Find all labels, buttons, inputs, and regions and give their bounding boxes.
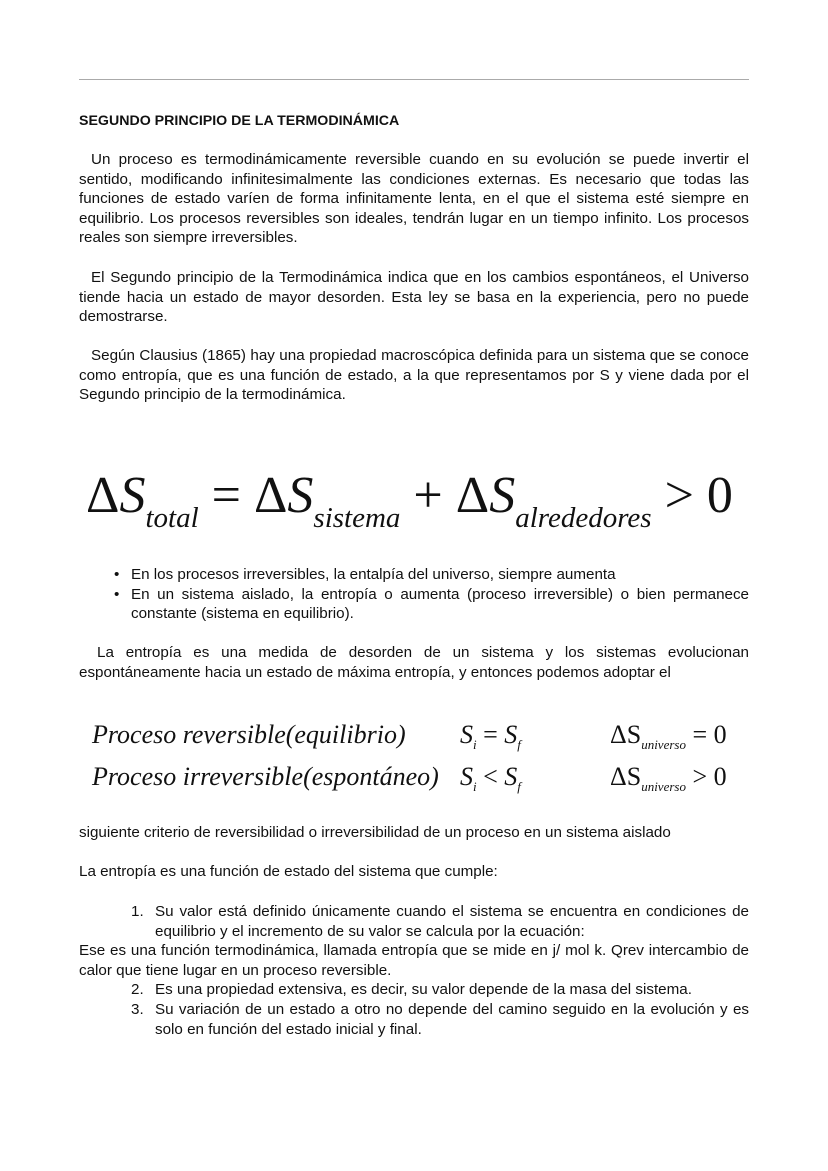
paragraph-entropy-units: Ese es una función termodinámica, llamada entropía que se mide en j/ mol k. Qrev intercambio de calor que tiene lugar en un proceso reversible.: [79, 942, 749, 979]
top-divider: [79, 79, 749, 80]
section-heading: SEGUNDO PRINCIPIO DE LA TERMODINÁMICA: [79, 113, 400, 129]
list-item: • En los procesos irreversibles, la entalpía del universo, siempre aumenta: [79, 565, 749, 585]
paragraph-criterion: siguiente criterio de reversibilidad o irreversibilidad de un proceso en un sistema aislado: [79, 824, 671, 841]
list-item: • En un sistema aislado, la entropía o aumenta (proceso irreversible) o bien permanece constante (sistema en equilibrio).: [79, 585, 749, 624]
list-item: 2. Es una propiedad extensiva, es decir, su valor depende de la masa del sistema.: [131, 981, 692, 999]
paragraph-state-function: La entropía es una función de estado del sistema que cumple:: [79, 863, 498, 880]
bullet-list: [79, 565, 749, 624]
paragraph-entropy-disorder: La entropía es una medida de desorden de un sistema y los sistemas evolucionan espontáneamente hacia un estado de máxima entropía, y entonces podemos adoptar el: [79, 644, 749, 681]
paragraph-second-principle: El Segundo principio de la Termodinámica indica que en los cambios espontáneos, el Universo tiende hacia un estado de mayor desorden. Esta ley se basa en la experiencia, pero no puede demostrarse.: [79, 269, 749, 326]
numbered-list: [79, 902, 749, 1039]
entropy-equation: $\Delta S_{total} = \Delta S_{sistema} + \Delta S_{alrededores} > 0$: [86, 467, 733, 534]
list-item: 1. Su valor está definido únicamente cuando el sistema se encuentra en condiciones de equilibrio y el incremento de su valor se calcula por la ecuación:: [131, 903, 749, 940]
paragraph-reversible: Un proceso es termodinámicamente reversible cuando en su evolución se puede invertir el sentido, modificando infinitesimalmente las condiciones externas. Es necesario que todas las funciones de estado varíen de forma infinitamente lenta, en el que el sistema esté siempre en equilibrio. Los procesos reversibles son ideales, tendrán lugar en un tiempo infinito. Los procesos reales son siempre irreversibles.: [79, 151, 749, 247]
list-item: 3. Su variación de un estado a otro no depende del camino seguido en la evolución y es solo en función del estado inicial y final.: [131, 1000, 749, 1038]
paragraph-clausius: Según Clausius (1865) hay una propiedad macroscópica definida para un sistema que se conoce como entropía, que es una función de estado, a la que representamos por S y viene dada por el Segundo principio de la termodinámica.: [79, 347, 749, 404]
